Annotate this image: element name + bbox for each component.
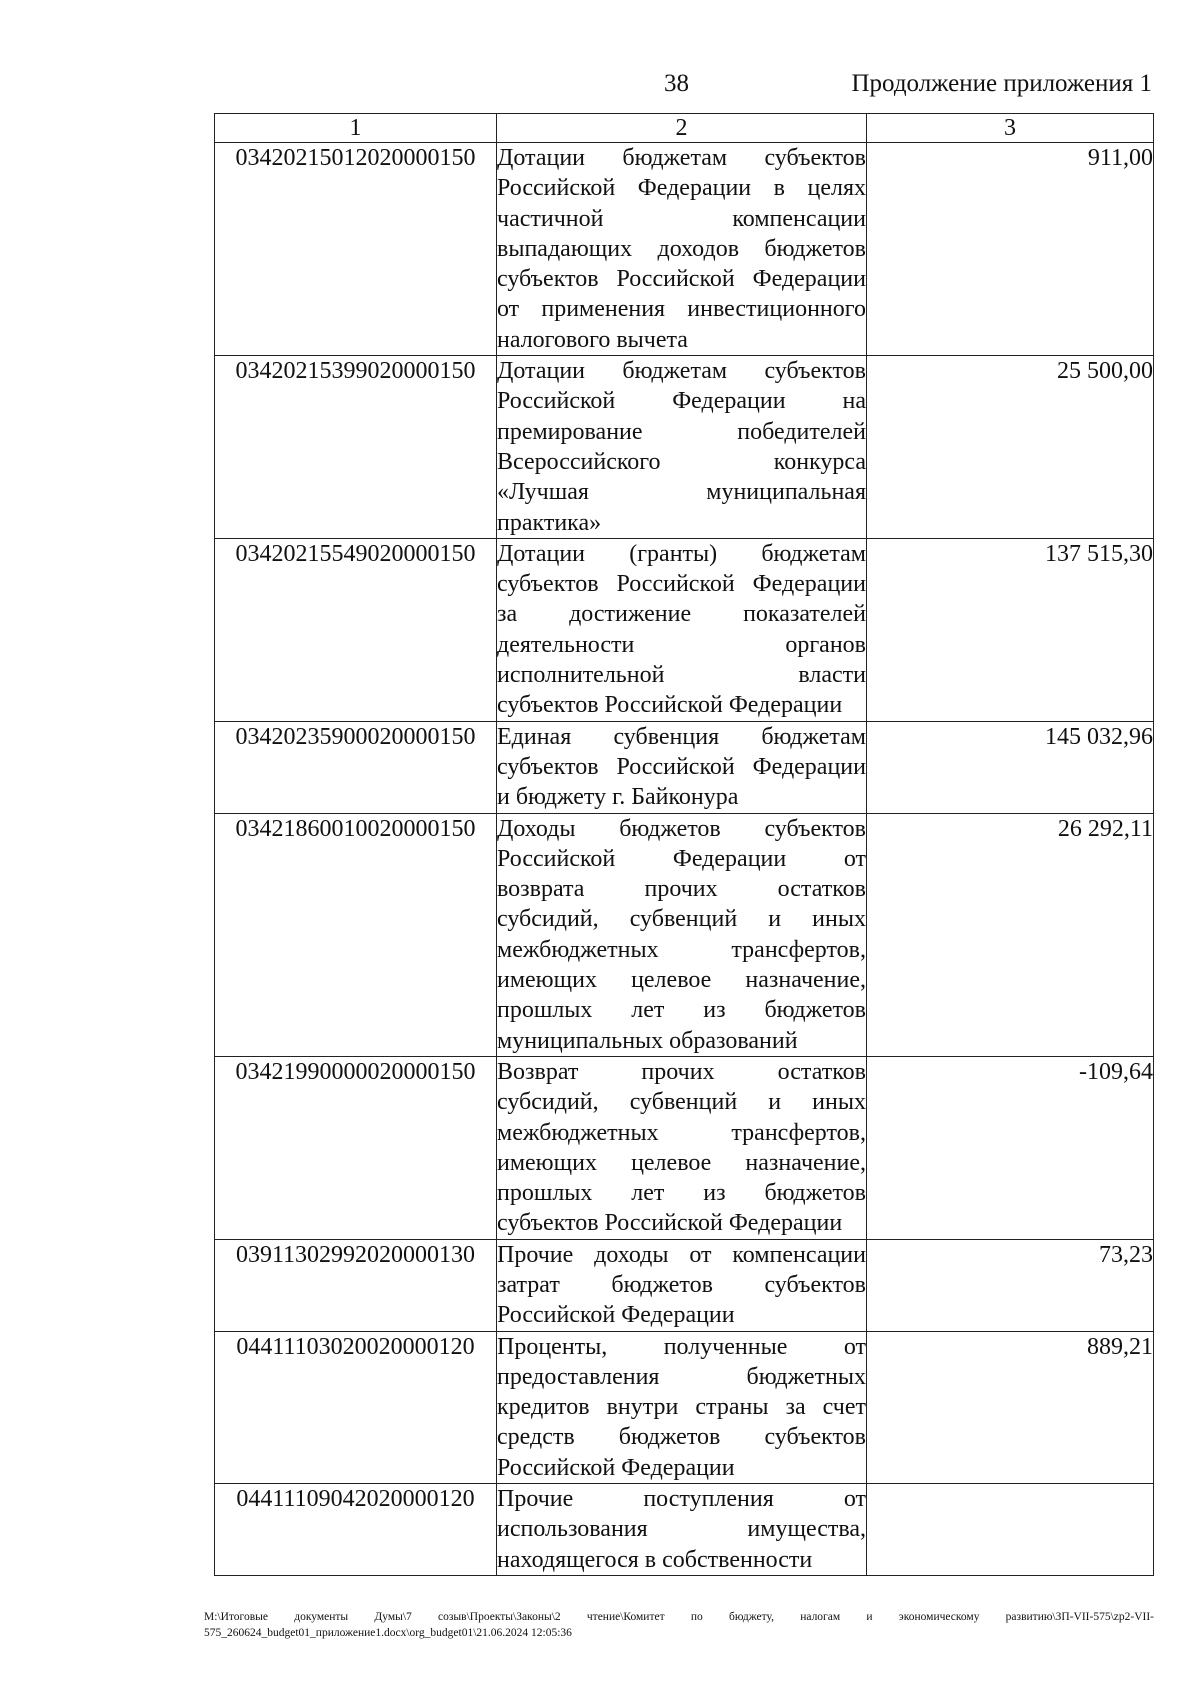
- description-line: субъектов Российской Федерации: [497, 1210, 843, 1237]
- table-body: [215, 143, 1154, 1576]
- description-line: и бюджету г. Байконура: [497, 784, 739, 811]
- income-description-cell: [497, 721, 867, 813]
- table-row: [215, 538, 1154, 721]
- income-table: [214, 113, 1154, 1576]
- income-amount-cell: -109,64: [867, 1056, 1154, 1239]
- footer-file-path: M:\Итоговые документы Думы\7 созыв\Проекты\Законы\2 чтение\Комитет по бюджету, налогам и экономическому развитию\ЗП-VII-575\zp2-VII-575_260624_budget01_приложение1.docx\org_budget01\21.06.2024 12:05:36: [204, 1611, 1154, 1639]
- description-line: предоставления бюджетных: [497, 1363, 866, 1390]
- description-line: Проценты, полученные от: [497, 1333, 866, 1360]
- description-line: использования имущества,: [497, 1516, 866, 1543]
- income-description-cell: [497, 1056, 867, 1239]
- description-line: практика»: [497, 509, 602, 536]
- income-description-cell: [497, 143, 867, 356]
- income-code-cell: 03420235900020000150: [215, 721, 497, 813]
- table-row: [215, 1484, 1154, 1576]
- description-line: от применения инвестиционного: [497, 296, 866, 323]
- description-line: премирование победителей: [497, 418, 866, 445]
- description-line: частичной компенсации: [497, 205, 866, 232]
- income-description-cell: [497, 356, 867, 539]
- income-description-cell: [497, 1484, 867, 1576]
- description-line: Российской Федерации в целях: [497, 175, 866, 202]
- description-line: субъектов Российской Федерации: [497, 753, 866, 780]
- description-line: прошлых лет из бюджетов: [497, 997, 866, 1024]
- description-line: налогового вычета: [497, 326, 688, 353]
- table-row: [215, 356, 1154, 539]
- income-amount-cell: 145 032,96: [867, 721, 1154, 813]
- income-description-cell: [497, 813, 867, 1056]
- income-code-cell: 03421990000020000150: [215, 1056, 497, 1239]
- table-row: [215, 143, 1154, 356]
- description-line: Российской Федерации: [497, 1302, 735, 1329]
- description-line: прошлых лет из бюджетов: [497, 1180, 866, 1207]
- column-header-code: 1: [215, 114, 497, 143]
- description-line: субъектов Российской Федерации: [497, 266, 866, 293]
- income-description-cell: [497, 538, 867, 721]
- description-line: имеющих целевое назначение,: [497, 967, 866, 994]
- page-number: 38: [664, 70, 689, 97]
- table-header-row: [215, 114, 1154, 143]
- description-line: межбюджетных трансфертов,: [497, 936, 866, 963]
- description-line: Всероссийского конкурса: [497, 448, 866, 475]
- description-line: находящегося в собственности: [497, 1546, 813, 1573]
- table-row: [215, 813, 1154, 1056]
- description-line: Прочие доходы от компенсации: [497, 1241, 866, 1268]
- description-line: исполнительной власти: [497, 662, 866, 689]
- description-line: затрат бюджетов субъектов: [497, 1271, 866, 1298]
- description-line: «Лучшая муниципальная: [497, 479, 866, 506]
- income-amount-cell: [867, 1484, 1154, 1576]
- income-code-cell: 03421860010020000150: [215, 813, 497, 1056]
- table-row: [215, 721, 1154, 813]
- description-line: кредитов внутри страны за счет: [497, 1394, 866, 1421]
- income-description-cell: [497, 1239, 867, 1331]
- description-line: субсидий, субвенций и иных: [497, 1089, 866, 1116]
- income-description-cell: [497, 1331, 867, 1483]
- table-row: [215, 1239, 1154, 1331]
- table-row: [215, 1056, 1154, 1239]
- income-code-cell: 03420215012020000150: [215, 143, 497, 356]
- description-line: средств бюджетов субъектов: [497, 1424, 866, 1451]
- description-line: субъектов Российской Федерации: [497, 692, 843, 719]
- description-line: субъектов Российской Федерации: [497, 571, 866, 598]
- description-line: возврата прочих остатков: [497, 876, 866, 903]
- income-code-cell: 04411103020020000120: [215, 1331, 497, 1483]
- description-line: муниципальных образований: [497, 1027, 798, 1054]
- income-amount-cell: 911,00: [867, 143, 1154, 356]
- income-amount-cell: 889,21: [867, 1331, 1154, 1483]
- income-amount-cell: 26 292,11: [867, 813, 1154, 1056]
- description-line: межбюджетных трансфертов,: [497, 1119, 866, 1146]
- income-code-cell: 03420215549020000150: [215, 538, 497, 721]
- description-line: Дотации бюджетам субъектов: [497, 358, 866, 385]
- description-line: Дотации (гранты) бюджетам: [497, 540, 866, 567]
- description-line: за достижение показателей: [497, 601, 866, 628]
- continuation-label: Продолжение приложения 1: [851, 70, 1152, 97]
- income-code-cell: 04411109042020000120: [215, 1484, 497, 1576]
- income-amount-cell: 25 500,00: [867, 356, 1154, 539]
- description-line: Возврат прочих остатков: [497, 1058, 866, 1085]
- description-line: Прочие поступления от: [497, 1486, 866, 1513]
- income-code-cell: 03420215399020000150: [215, 356, 497, 539]
- column-header-description: 2: [497, 114, 867, 143]
- description-line: Единая субвенция бюджетам: [497, 723, 866, 750]
- description-line: выпадающих доходов бюджетов: [497, 235, 866, 262]
- income-amount-cell: 137 515,30: [867, 538, 1154, 721]
- description-line: Доходы бюджетов субъектов: [497, 815, 866, 842]
- description-line: субсидий, субвенций и иных: [497, 906, 866, 933]
- income-code-cell: 03911302992020000130: [215, 1239, 497, 1331]
- description-line: имеющих целевое назначение,: [497, 1149, 866, 1176]
- description-line: Российской Федерации на: [497, 388, 866, 415]
- table-row: [215, 1331, 1154, 1483]
- description-line: Российской Федерации: [497, 1454, 735, 1481]
- income-amount-cell: 73,23: [867, 1239, 1154, 1331]
- column-header-amount: 3: [867, 114, 1154, 143]
- description-line: Российской Федерации от: [497, 845, 866, 872]
- description-line: деятельности органов: [497, 631, 866, 658]
- description-line: Дотации бюджетам субъектов: [497, 145, 866, 171]
